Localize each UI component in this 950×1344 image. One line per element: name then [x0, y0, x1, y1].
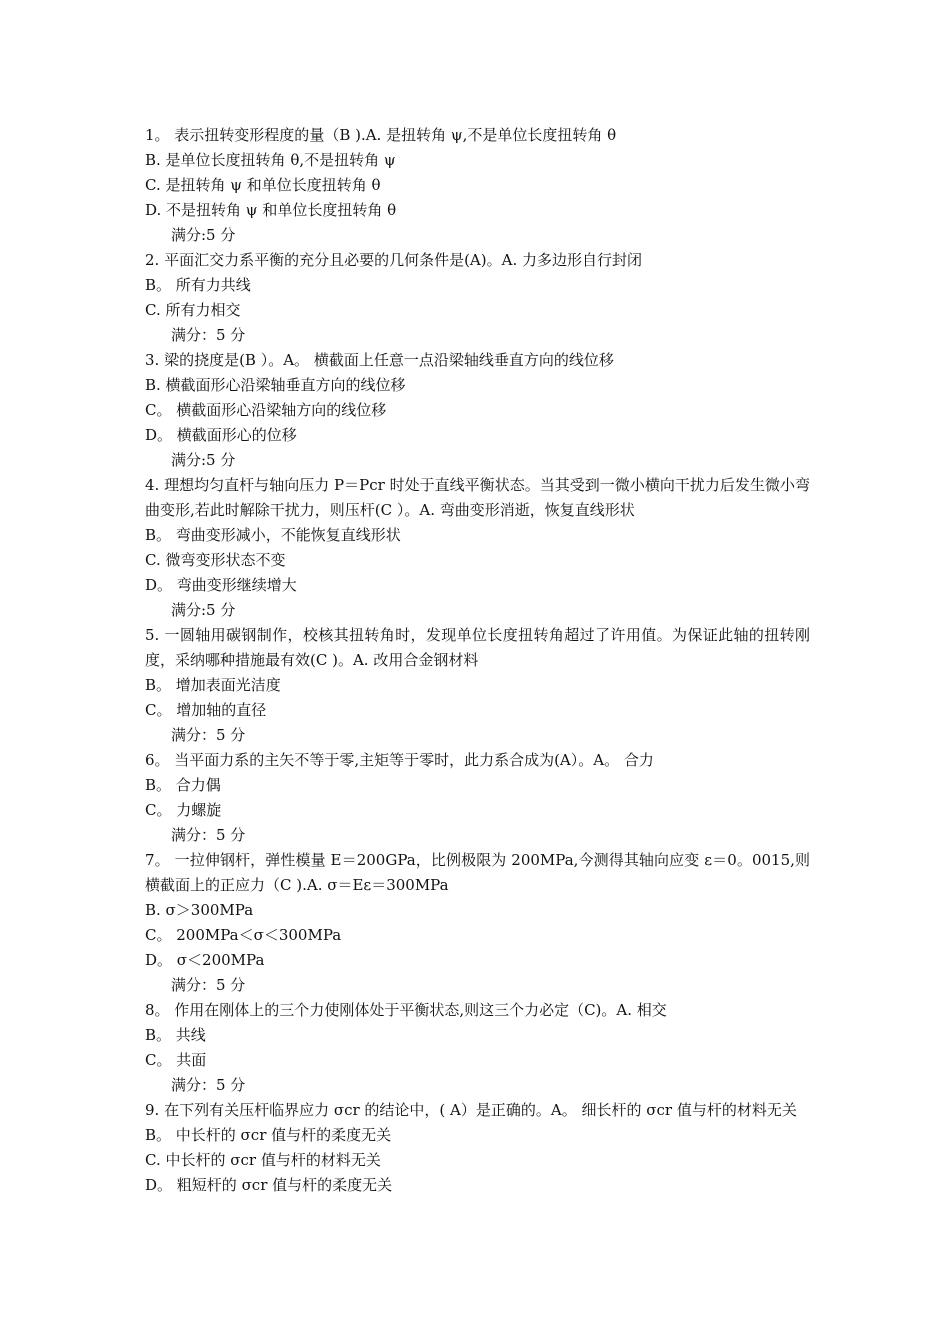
option: B。 增加表面光洁度: [145, 676, 281, 694]
question-stem: 8。 作用在刚体上的三个力使刚体处于平衡状态,则这三个力必定（C)。A. 相交: [145, 1001, 667, 1019]
option: B。 所有力共线: [145, 276, 251, 294]
option: B. σ＞300MPa: [145, 901, 254, 919]
option: B。 弯曲变形减小，不能恢复直线形状: [145, 526, 401, 544]
question-9: [145, 1098, 810, 1198]
question-7: [145, 848, 810, 998]
question-stem: 7。 一拉伸钢杆，弹性模量 E＝200GPa，比例极限为 200MPa,今测得其轴向应变 ε＝0。0015,则横截面上的正应力（C ).A. σ＝Eε＝300MPa: [145, 851, 810, 894]
option: D。 粗短杆的 σcr 值与杆的柔度无关: [145, 1176, 393, 1194]
question-2: [145, 248, 810, 348]
score-label: 满分:5 分: [171, 601, 236, 619]
question-5: [145, 623, 810, 748]
option: B。 中长杆的 σcr 值与杆的柔度无关: [145, 1126, 392, 1144]
option: B. 横截面形心沿梁轴垂直方向的线位移: [145, 376, 406, 394]
question-stem: 9. 在下列有关压杆临界应力 σcr 的结论中，( A）是正确的。A。 细长杆的 σcr 值与杆的材料无关: [145, 1101, 797, 1119]
document-body: [145, 123, 810, 1198]
option: D。 弯曲变形继续增大: [145, 576, 297, 594]
question-8: [145, 998, 810, 1098]
option: D。 σ＜200MPa: [145, 951, 265, 969]
score-label: 满分：5 分: [171, 976, 246, 994]
question-stem: 3. 梁的挠度是(B ）。A。 横截面上任意一点沿梁轴线垂直方向的线位移: [145, 351, 614, 369]
option: C。 增加轴的直径: [145, 701, 267, 719]
question-stem: 1。 表示扭转变形程度的量（B ).A. 是扭转角 ψ,不是单位长度扭转角 θ: [145, 126, 617, 144]
score-label: 满分:5 分: [171, 226, 236, 244]
question-stem: 5. 一圆轴用碳钢制作，校核其扭转角时，发现单位长度扭转角超过了许用值。为保证此轴的扭转刚度，采纳哪种措施最有效(C )。A. 改用合金钢材料: [145, 626, 810, 669]
score-label: 满分：5 分: [171, 326, 246, 344]
question-stem: 4. 理想均匀直杆与轴向压力 P＝Pcr 时处于直线平衡状态。当其受到一微小横向干扰力后发生微小弯曲变形,若此时解除干扰力，则压杆(C ）。A. 弯曲变形消逝，恢复直线形状: [145, 476, 810, 519]
option: C。 力螺旋: [145, 801, 222, 819]
question-1: [145, 123, 810, 248]
option: D。 横截面形心的位移: [145, 426, 297, 444]
score-label: 满分:5 分: [171, 451, 236, 469]
question-stem: 6。 当平面力系的主矢不等于零,主矩等于零时，此力系合成为(A）。A。 合力: [145, 751, 654, 769]
option: B. 是单位长度扭转角 θ,不是扭转角 ψ: [145, 151, 396, 169]
question-6: [145, 748, 810, 848]
option: B。 共线: [145, 1026, 206, 1044]
score-label: 满分：5 分: [171, 726, 246, 744]
option: C。 横截面形心沿梁轴方向的线位移: [145, 401, 387, 419]
option: C. 中长杆的 σcr 值与杆的材料无关: [145, 1151, 381, 1169]
score-label: 满分：5 分: [171, 826, 246, 844]
option: C. 是扭转角 ψ 和单位长度扭转角 θ: [145, 176, 381, 194]
question-4: [145, 473, 810, 623]
option: D. 不是扭转角 ψ 和单位长度扭转角 θ: [145, 201, 397, 219]
option: B。 合力偶: [145, 776, 221, 794]
option: C。 共面: [145, 1051, 207, 1069]
question-3: [145, 348, 810, 473]
question-stem: 2. 平面汇交力系平衡的充分且必要的几何条件是(A)。A. 力多边形自行封闭: [145, 251, 642, 269]
option: C。 200MPa＜σ＜300MPa: [145, 926, 342, 944]
option: C. 所有力相交: [145, 301, 241, 319]
score-label: 满分：5 分: [171, 1076, 246, 1094]
option: C. 微弯变形状态不变: [145, 551, 286, 569]
